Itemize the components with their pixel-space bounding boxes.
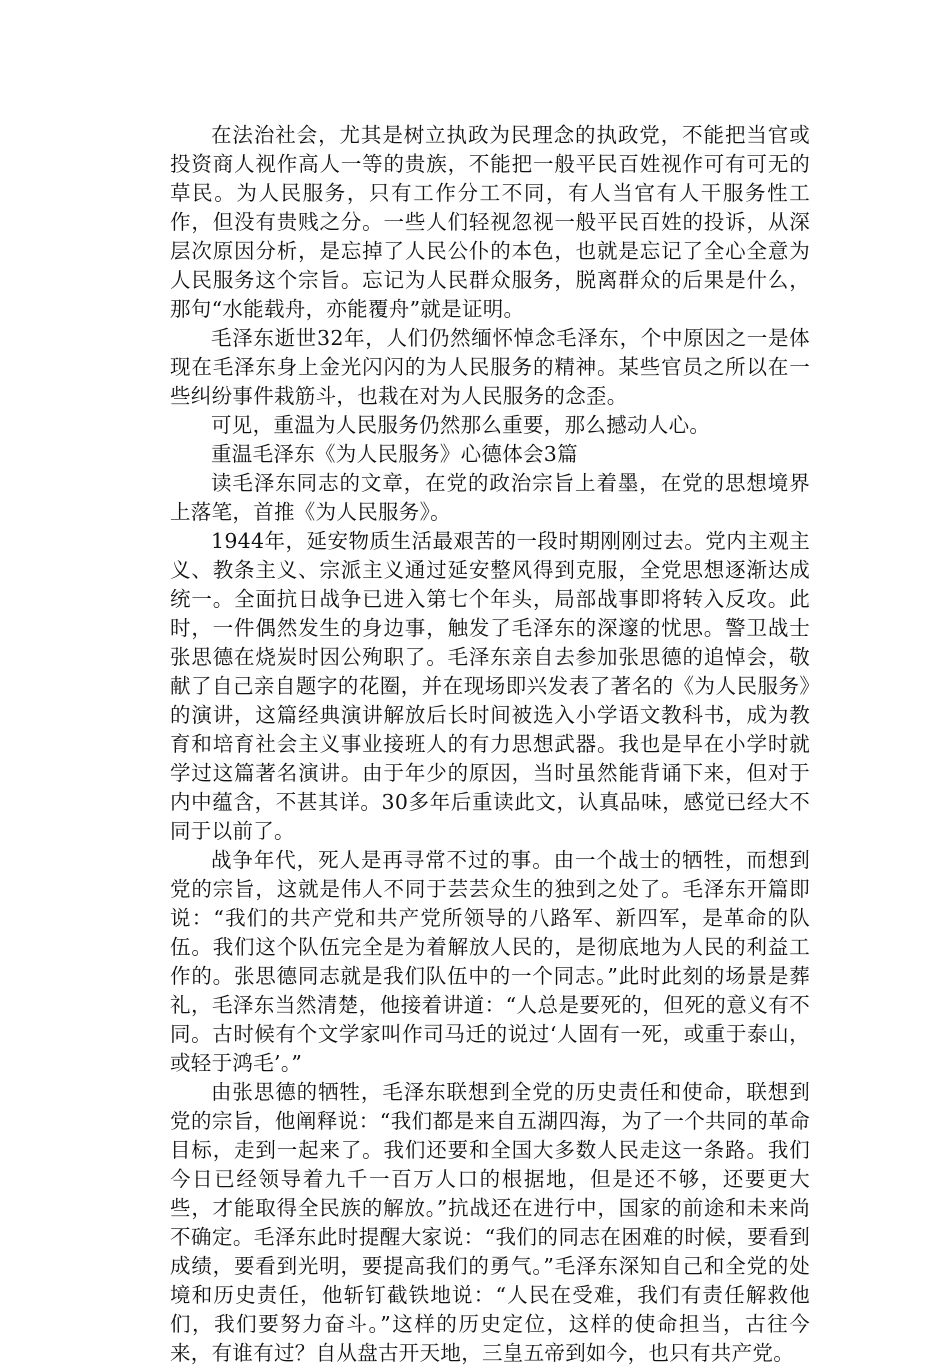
paragraph-2: 毛泽东逝世32年，人们仍然缅怀悼念毛泽东，个中原因之一是体现在毛泽东身上金光闪闪的为人民服务的精神。某些官员之所以在一些纠纷事件栽筋斗，也栽在对为人民服务的念歪。 (170, 326, 810, 408)
paragraph-1: 在法治社会，尤其是树立执政为民理念的执政党，不能把当官或投资商人视作高人一等的贵族，不能把一般平民百姓视作可有可无的草民。为人民服务，只有工作分工不同，有人当官有人干服务性工作，但没有贵贱之分。一些人们轻视忽视一般平民百姓的投诉，从深层次原因分析，是忘掉了人民公仆的本色，也就是忘记了全心全意为人民服务这个宗旨。忘记为人民群众服务，脱离群众的后果是什么，那句“水能载舟，亦能覆舟”就是证明。 (170, 123, 810, 321)
paragraph-8: 由张思德的牺牲，毛泽东联想到全党的历史责任和使命，联想到党的宗旨，他阐释说：“我们都是来自五湖四海，为了一个共同的革命目标，走到一起来了。我们还要和全国大多数人民走这一条路。我们今日已经领导着九千一百万人口的根据地，但是还不够，还要更大些，才能取得全民族的解放。”抗战还在进行中，国家的前途和未来尚不确定。毛泽东此时提醒大家说：“我们的同志在困难的时候，要看到成绩，要看到光明，要提高我们的勇气。”毛泽东深知自己和全党的处境和历史责任，他斩钉截铁地说：“人民在受难，我们有责任解救他们，我们要努力奋斗。”这样的历史定位，这样的使命担当，古往今来，有谁有过？自从盘古开天地，三皇五帝到如今，也只有共产党。 (170, 1080, 810, 1365)
paragraph-6: 1944年，延安物质生活最艰苦的一段时期刚刚过去。党内主观主义、教条主义、宗派主义通过延安整风得到克服，全党思想逐渐达成统一。全面抗日战争已进入第七个年头，局部战事即将转入反攻。此时，一件偶然发生的身边事，触发了毛泽东的深邃的忧思。警卫战士张思德在烧炭时因公殉职了。毛泽东亲自去参加张思德的追悼会，敬献了自己亲自题字的花圈，并在现场即兴发表了著名的《为人民服务》的演讲，这篇经典演讲解放后长时间被选入小学语文教科书，成为教育和培育社会主义事业接班人的有力思想武器。我也是早在小学时就学过这篇著名演讲。由于年少的原因，当时虽然能背诵下来，但对于内中蕴含，不甚其详。30多年后重读此文，认真品味，感觉已经大不同于以前了。 (170, 529, 810, 843)
paragraph-5: 读毛泽东同志的文章，在党的政治宗旨上着墨，在党的思想境界上落笔，首推《为人民服务》。 (170, 471, 810, 524)
section-heading: 重温毛泽东《为人民服务》心德体会3篇 (211, 442, 578, 466)
document-body (170, 121, 810, 1368)
paragraph-3: 可见，重温为人民服务仍然那么重要，那么撼动人心。 (211, 413, 711, 437)
paragraph-7: 战争年代，死人是再寻常不过的事。由一个战士的牺牲，而想到党的宗旨，这就是伟人不同于芸芸众生的独到之处了。毛泽东开篇即说：“我们的共产党和共产党所领导的八路军、新四军，是革命的队伍。我们这个队伍完全是为着解放人民的，是彻底地为人民的利益工作的。张思德同志就是我们队伍中的一个同志。”此时此刻的场景是葬礼，毛泽东当然清楚，他接着讲道：“人总是要死的，但死的意义有不同。古时候有个文学家叫作司马迁的说过‘人固有一死，或重于泰山，或轻于鸿毛’。” (170, 848, 810, 1075)
